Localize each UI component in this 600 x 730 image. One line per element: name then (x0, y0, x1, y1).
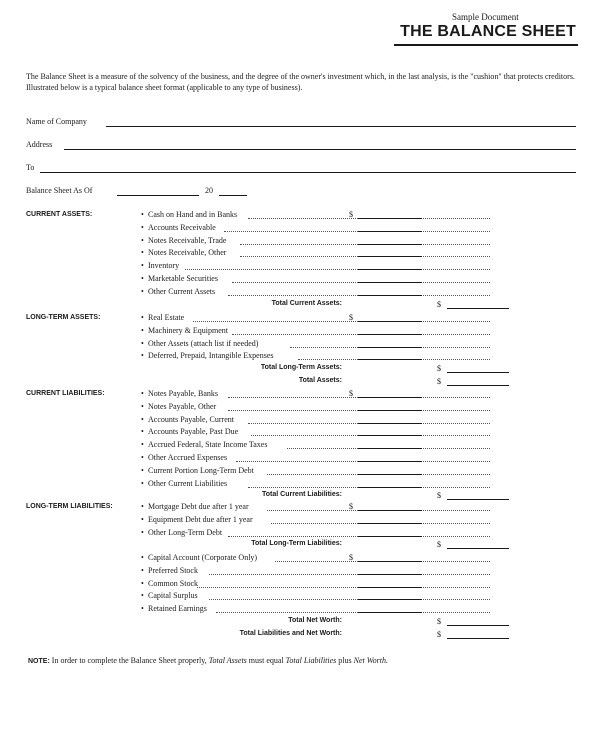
to-field[interactable] (40, 172, 576, 173)
list-bullet: • (141, 527, 144, 537)
list-bullet: • (141, 502, 144, 511)
currency-symbol: $ (437, 299, 441, 309)
grand-total-amount-field[interactable] (447, 385, 509, 386)
amount-field[interactable] (358, 231, 422, 232)
leader-dots (216, 612, 490, 613)
line-item-label: Other Long-Term Debt (148, 527, 223, 537)
line-item-label: Capital Surplus (148, 591, 198, 601)
list-bullet: • (141, 222, 144, 232)
amount-field[interactable] (358, 510, 422, 511)
long-term-liabilities-heading: LONG-TERM LIABILITIES: (26, 503, 113, 510)
line-item-label: Real Estate (148, 313, 185, 322)
leader-dots (193, 321, 490, 322)
intro-paragraph: The Balance Sheet is a measure of the solvency of the business, and the degree of the owner's investment which, in the last analysis, is the "cushion" that protects creditors. Illustrated below is a typical balance sheet format (applicable to any type of business). (26, 72, 575, 92)
amount-field[interactable] (358, 295, 422, 296)
currency-symbol: $ (437, 617, 441, 626)
section-total-label: Total Current Liabilities: (262, 491, 342, 499)
company-field[interactable] (106, 126, 576, 127)
footnote (28, 656, 388, 665)
amount-field[interactable] (358, 410, 422, 411)
currency-symbol: $ (437, 491, 441, 501)
line-item-label: Inventory (148, 261, 180, 271)
amount-field[interactable] (358, 334, 422, 335)
amount-field[interactable] (358, 256, 422, 257)
document-label: Sample Document (452, 12, 519, 22)
list-bullet: • (141, 401, 144, 411)
amount-field[interactable] (358, 321, 422, 322)
amount-field[interactable] (358, 523, 422, 524)
list-bullet: • (141, 235, 144, 245)
list-bullet: • (141, 604, 144, 614)
line-item-label: Mortgage Debt due after 1 year (148, 502, 249, 511)
line-item-label: Other Assets (attach list if needed) (148, 338, 259, 348)
line-item-label: Cash on Hand and in Banks (148, 210, 238, 219)
list-bullet: • (141, 591, 144, 601)
total-amount-field[interactable] (447, 625, 509, 626)
list-bullet: • (141, 389, 144, 398)
line-item-label: Equipment Debt due after 1 year (148, 514, 253, 524)
currency-symbol: $ (437, 364, 441, 374)
amount-field[interactable] (358, 448, 422, 449)
list-bullet: • (141, 565, 144, 575)
currency-symbol: $ (349, 210, 353, 219)
amount-field[interactable] (358, 561, 422, 562)
as-of-label: Balance Sheet As Of (26, 186, 93, 195)
list-bullet: • (141, 313, 144, 322)
line-item-label: Other Accrued Expenses (148, 453, 228, 462)
list-bullet: • (141, 578, 144, 588)
section-total-label: Total Long-Term Assets: (260, 364, 342, 372)
line-item-label: Notes Payable, Banks (148, 389, 218, 398)
amount-field[interactable] (358, 244, 422, 245)
long-term-assets-heading: LONG-TERM ASSETS: (26, 314, 101, 321)
currency-symbol: $ (349, 389, 353, 398)
amount-field[interactable] (358, 487, 422, 488)
note-em-3: Net Worth. (353, 656, 388, 665)
current-liabilities-heading: CURRENT LIABILITIES: (26, 390, 105, 397)
line-item-label: Other Current Liabilities (148, 478, 228, 488)
list-bullet: • (141, 248, 144, 258)
line-item-label: Notes Payable, Other (148, 401, 217, 411)
note-em-2: Total Liabilities (285, 656, 337, 665)
title-underline (394, 44, 578, 46)
list-bullet: • (141, 414, 144, 424)
line-item-label: Marketable Securities (148, 274, 218, 283)
line-item-label: Notes Receivable, Other (148, 248, 227, 258)
amount-field[interactable] (358, 347, 422, 348)
grand-total-label: Total Assets: (298, 377, 342, 384)
page-title: THE BALANCE SHEET (400, 23, 576, 40)
amount-field[interactable] (358, 536, 422, 537)
amount-field[interactable] (358, 574, 422, 575)
list-bullet: • (141, 440, 144, 450)
list-bullet: • (141, 478, 144, 488)
list-bullet: • (141, 274, 144, 283)
section-total-label: Total Net Worth: (288, 617, 342, 624)
leader-dots (197, 587, 490, 588)
to-label: To (26, 163, 35, 172)
line-item-label: Accounts Payable, Current (148, 414, 234, 424)
list-bullet: • (141, 338, 144, 348)
line-item-label: Notes Receivable, Trade (148, 235, 227, 245)
list-bullet: • (141, 261, 144, 271)
address-field[interactable] (64, 149, 576, 150)
amount-field[interactable] (358, 435, 422, 436)
section-total-label: Total Long-Term Liabilities: (251, 540, 342, 548)
amount-field[interactable] (358, 269, 422, 270)
grand-total-amount-field[interactable] (447, 638, 509, 639)
list-bullet: • (141, 351, 144, 361)
total-amount-field[interactable] (447, 548, 509, 549)
list-bullet: • (141, 325, 144, 335)
line-item-label: Deferred, Prepaid, Intangible Expenses (148, 351, 274, 361)
year-prefix: 20 (205, 186, 213, 195)
amount-field[interactable] (358, 599, 422, 600)
amount-field[interactable] (358, 282, 422, 283)
list-bullet: • (141, 465, 144, 475)
line-item-label: Common Stock (148, 578, 199, 588)
list-bullet: • (141, 286, 144, 296)
address-label: Address (26, 140, 53, 149)
note-label: NOTE: (28, 658, 50, 665)
currency-symbol: $ (349, 502, 353, 511)
amount-field[interactable] (358, 218, 422, 219)
list-bullet: • (141, 210, 144, 219)
list-bullet: • (141, 553, 144, 562)
amount-field[interactable] (358, 359, 422, 360)
section-total-label: Total Current Assets: (271, 299, 342, 307)
list-bullet: • (141, 453, 144, 462)
as-of-date-field[interactable] (117, 195, 199, 196)
current-assets-heading: CURRENT ASSETS: (26, 211, 93, 218)
grand-total-label: Total Liabilities and Net Worth: (239, 629, 342, 637)
line-item-label: Other Current Assets (148, 286, 216, 296)
line-item-label: Capital Account (Corporate Only) (148, 553, 258, 562)
total-amount-field[interactable] (447, 308, 509, 309)
amount-field[interactable] (358, 397, 422, 398)
total-amount-field[interactable] (447, 499, 509, 500)
note-em-1: Total Assets (208, 656, 247, 665)
list-bullet: • (141, 427, 144, 437)
company-label: Name of Company (26, 117, 87, 126)
leader-dots (209, 599, 491, 600)
line-item-label: Retained Earnings (148, 604, 207, 614)
currency-symbol: $ (349, 553, 353, 562)
line-item-label: Current Portion Long-Term Debt (148, 465, 254, 475)
leader-dots (185, 269, 490, 270)
note-text-3: plus (338, 656, 352, 665)
currency-symbol: $ (437, 377, 441, 386)
currency-symbol: $ (349, 313, 353, 322)
year-field[interactable] (219, 195, 247, 196)
currency-symbol: $ (437, 629, 441, 639)
amount-field[interactable] (358, 423, 422, 424)
total-amount-field[interactable] (447, 372, 509, 373)
leader-dots (209, 574, 491, 575)
amount-field[interactable] (358, 612, 422, 613)
line-item-label: Accounts Payable, Past Due (148, 427, 239, 437)
note-text-1: In order to complete the Balance Sheet properly, (51, 656, 207, 665)
line-item-label: Machinery & Equipment (148, 325, 228, 335)
line-item-label: Accounts Receivable (148, 222, 216, 232)
amount-field[interactable] (358, 461, 422, 462)
line-item-label: Preferred Stock (148, 565, 198, 575)
list-bullet: • (141, 514, 144, 524)
amount-field[interactable] (358, 474, 422, 475)
note-text-2: must equal (248, 656, 284, 665)
currency-symbol: $ (437, 540, 441, 550)
line-item-label: Accrued Federal, State Income Taxes (148, 440, 268, 450)
amount-field[interactable] (358, 587, 422, 588)
